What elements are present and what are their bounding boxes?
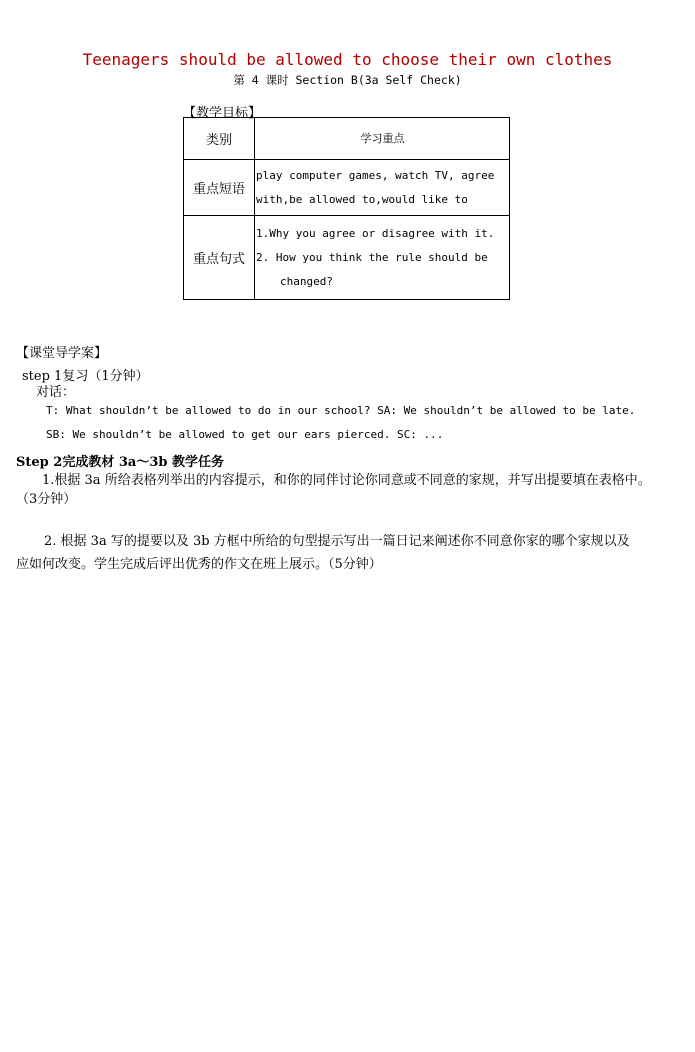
lesson-subtitle: 第 4 课时 Section B(3a Self Check) (233, 73, 462, 87)
row-content (255, 160, 510, 216)
content-line (256, 270, 509, 294)
step2-heading: Step 2完成教材 3a～3b 教学任务 (16, 455, 224, 470)
goals-table-header-row (184, 118, 510, 160)
task2-line-2: 应如何改变。学生完成后评出优秀的作文在班上展示。（5分钟） (16, 557, 382, 572)
dialog-label: 对话： (36, 385, 76, 400)
document-title: Teenagers should be allowed to choose their own clothes (82, 50, 613, 69)
dialog-line-1: T: What shouldn’t be allowed to do in our school? SA: We shouldn’t be allowed to be late. (46, 404, 636, 417)
row-content (255, 216, 510, 300)
content-line: 1.Why you agree or disagree with it. (256, 226, 495, 240)
task2-line-1: 2. 根据 3a 写的提要以及 3b 方框中所给的句型提示写出一篇日记来阐述你不同意你家的哪个家规以及 (44, 534, 630, 549)
step1-heading: step 1复习（1分钟） (22, 369, 149, 384)
row-category: 重点短语 (184, 160, 255, 216)
content-line: 2. How you think the rule should be (256, 250, 488, 264)
guide-heading: 【课堂导学案】 (16, 346, 108, 361)
content-line-indented: changed? (280, 274, 333, 288)
content-line: with,be allowed to,would like to (256, 192, 468, 206)
goals-heading: 【教学目标】 (183, 106, 262, 121)
goals-table (183, 117, 510, 300)
dialog-line-2: SB: We shouldn’t be allowed to get our ears pierced. SC: ... (46, 428, 444, 441)
task1-line-1: 1.根据 3a 所给表格列举出的内容提示，和你的同伴讨论你同意或不同意的家规，并写出提要填在表格中。 (42, 473, 651, 488)
header-focus: 学习重点 (255, 118, 510, 160)
row-category: 重点句式 (184, 216, 255, 300)
content-line: play computer games, watch TV, agree (256, 168, 495, 182)
table-row (184, 216, 510, 300)
table-row (184, 160, 510, 216)
task1-line-2: （3分钟） (16, 492, 77, 507)
header-category: 类别 (184, 118, 255, 160)
